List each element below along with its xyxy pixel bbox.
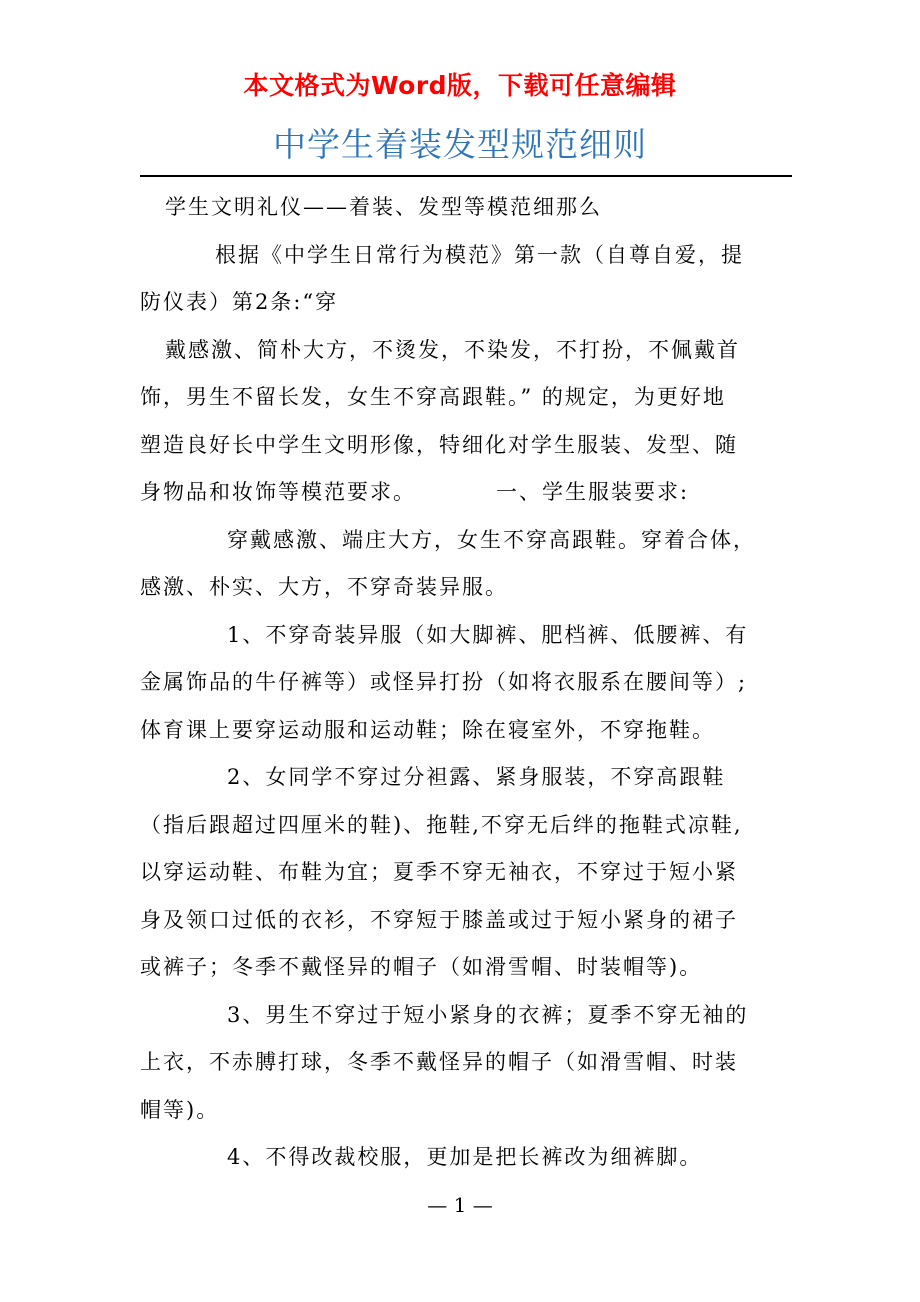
rule2-line: 或裤子；冬季不戴怪异的帽子（如滑雪帽、时装帽等)。 xyxy=(140,955,703,979)
title-divider xyxy=(140,175,792,177)
rule1-line: 体育课上要穿运动服和运动鞋；除在寝室外，不穿拖鞋。 xyxy=(140,717,715,742)
document-title: 中学生着装发型规范细则 xyxy=(273,125,647,164)
rule2-line: 以穿运动鞋、布鞋为宜；夏季不穿无袖衣，不穿过于短小紧 xyxy=(140,860,738,884)
rule1-line: 1、不穿奇装异服（如大脚裤、肥档裤、低腰裤、有 xyxy=(227,622,749,647)
document-body xyxy=(140,184,792,1182)
editable-notice-banner: 本文格式为Word版，下载可任意编辑 xyxy=(243,71,677,100)
intro-line: 防仪表）第2条:“穿 xyxy=(140,290,339,314)
subtitle-line: 学生文明礼仪——着装、发型等模范细那么 xyxy=(165,195,602,219)
general-line: 穿戴感激、端庄大方，女生不穿高跟鞋。穿着合体， xyxy=(227,527,756,552)
rule2-line: 2、女同学不穿过分袒露、紧身服装，不穿高跟鞋 xyxy=(227,765,726,789)
intro-line: 饰，男生不留长发，女生不穿高跟鞋。” 的规定，为更好地 xyxy=(140,385,726,409)
rule4-line: 4、不得改裁校服，更加是把长裤改为细裤脚。 xyxy=(227,1145,703,1169)
intro-line-text: 身物品和妆饰等模范要求。 xyxy=(140,480,416,504)
page-number: — 1 — xyxy=(427,1193,493,1217)
rule2-line: 身及领口过低的衣衫，不穿短于膝盖或过于短小紧身的裙子 xyxy=(140,907,738,932)
rule1-line: 金属饰品的牛仔裤等）或怪异打扮（如将衣服系在腰间等）; xyxy=(140,670,748,694)
rule2-line: （指后跟超过四厘米的鞋)、拖鞋,不穿无后绊的拖鞋式凉鞋, xyxy=(140,812,743,837)
intro-line: 塑造良好长中学生文明形像，特细化对学生服装、发型、随 xyxy=(140,432,738,457)
rule3-line: 3、男生不穿过于短小紧身的衣裤；夏季不穿无袖的 xyxy=(227,1002,749,1027)
intro-line: 根据《中学生日常行为模范》第一款（自尊自爱，提 xyxy=(215,242,744,267)
intro-last-line xyxy=(140,469,792,517)
rule3-line: 上衣，不赤膊打球，冬季不戴怪异的帽子（如滑雪帽、时装 xyxy=(140,1050,738,1074)
section-heading: 一、学生服装要求: xyxy=(496,480,690,504)
general-line: 感激、朴实、大方，不穿奇装异服。 xyxy=(140,575,508,599)
intro-line: 戴感激、简朴大方，不烫发，不染发，不打扮，不佩戴首 xyxy=(165,337,740,362)
rule3-line: 帽等)。 xyxy=(140,1097,220,1122)
